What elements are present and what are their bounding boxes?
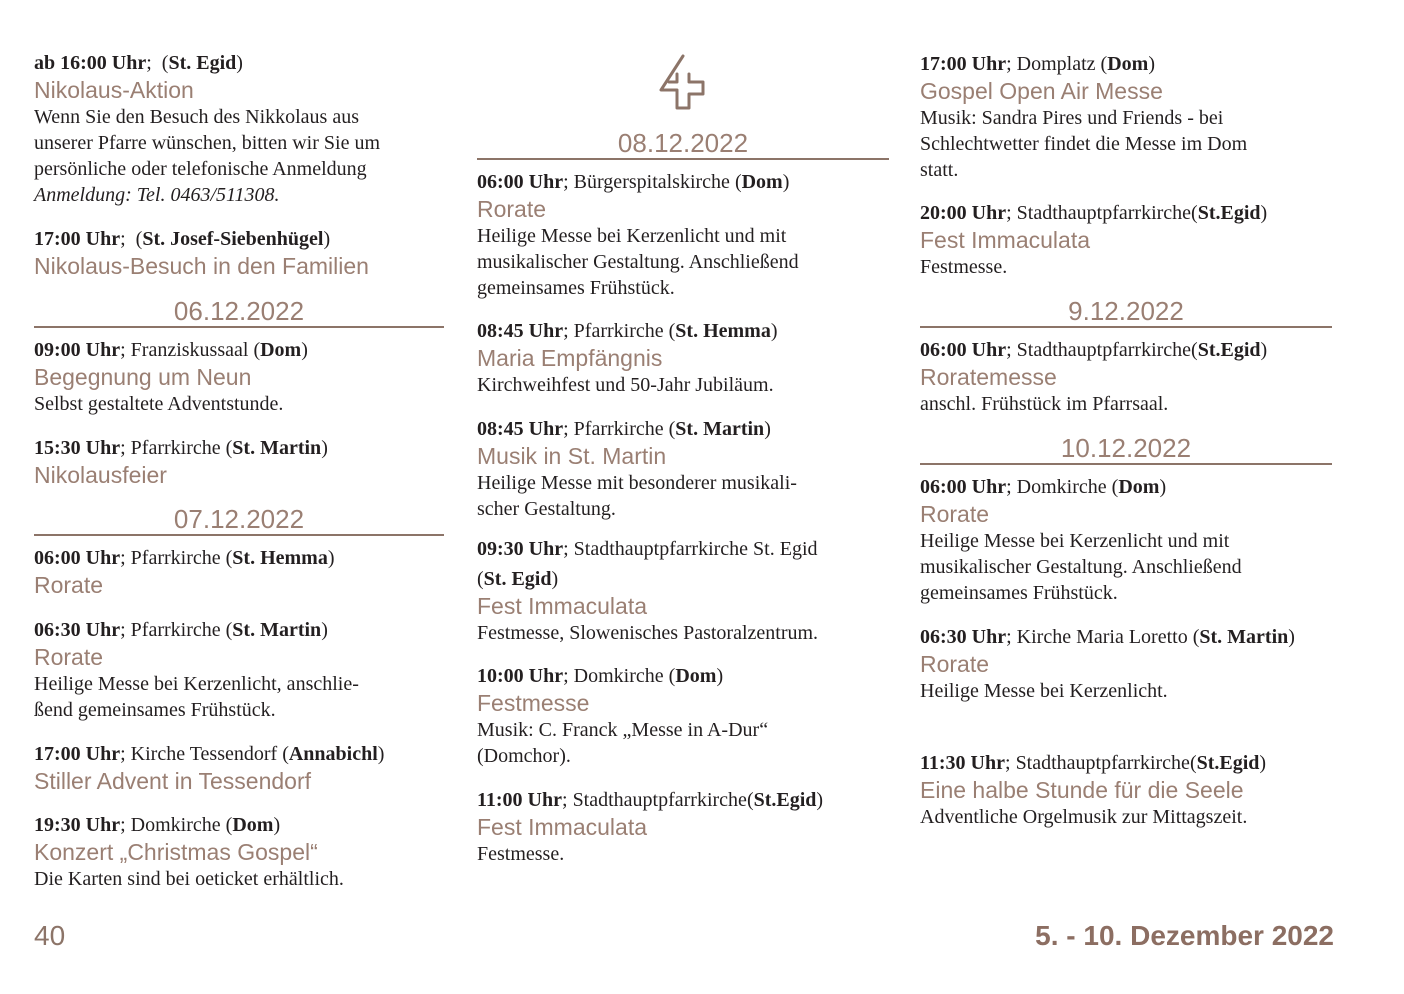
event-time: 06:00 Uhr xyxy=(477,171,564,193)
event-time: 20:00 Uhr xyxy=(920,202,1007,224)
event-description: musikalischer Gestaltung. Anschließend xyxy=(477,251,799,273)
event-time: 08:45 Uhr xyxy=(477,418,564,440)
event-place: Stadthauptpfarrkirche xyxy=(1016,202,1192,224)
event-place: Kirche Tessendorf xyxy=(130,743,278,765)
event-parish: St. Martin xyxy=(232,619,322,641)
event-place: Domkirche xyxy=(573,665,664,687)
event-parish: Dom xyxy=(232,814,274,836)
event-entry: 08:45 Uhr; Pfarrkirche (St. Hemma) Maria Empfängnis Kirchweihfest und 50-Jahr Jubiläum. xyxy=(477,318,889,398)
event-title: Eine halbe Stunde für die Seele xyxy=(920,777,1244,803)
event-place: Pfarrkirche xyxy=(130,547,221,569)
event-time: 19:30 Uhr xyxy=(34,814,121,836)
event-description: anschl. Frühstück im Pfarrsaal. xyxy=(920,393,1169,415)
event-description: Heilige Messe mit besonderer musikali- xyxy=(477,472,797,494)
event-note: Anmeldung: Tel. 0463/511308. xyxy=(34,184,280,206)
date-heading: 10.12.2022 xyxy=(920,433,1332,465)
event-title: Fest Immaculata xyxy=(920,227,1090,253)
event-parish: St. Hemma xyxy=(232,547,328,569)
event-entry: 19:30 Uhr; Domkirche (Dom) Konzert „Christmas Gospel“ Die Karten sind bei oeticket erhältlich. xyxy=(34,812,444,892)
event-parish: St.Egid xyxy=(1197,202,1261,224)
event-parish: St. Hemma xyxy=(675,320,771,342)
event-description: Musik: C. Franck „Messe in A-Dur“ xyxy=(477,719,769,741)
date-range: 5. - 10. Dezember 2022 xyxy=(1035,920,1334,951)
event-title: Rorate xyxy=(477,196,547,222)
event-description: Festmesse, Slowenisches Pastoralzentrum. xyxy=(477,622,819,644)
event-description: gemeinsames Frühstück. xyxy=(477,277,675,299)
event-entry: 15:30 Uhr; Pfarrkirche (St. Martin) Nikolausfeier xyxy=(34,435,444,489)
event-title: Nikolaus-Besuch in den Familien xyxy=(34,253,369,279)
event-title: Rorate xyxy=(920,651,990,677)
event-title: Festmesse xyxy=(477,690,590,716)
event-description: Heilige Messe bei Kerzenlicht, anschlie- xyxy=(34,673,359,695)
event-parish: Annabichl xyxy=(288,743,378,765)
event-place: Franziskussaal xyxy=(130,339,249,361)
event-entry: 17:00 Uhr; (St. Josef-Siebenhügel) Nikolaus-Besuch in den Familien xyxy=(34,226,444,280)
date-heading: 08.12.2022 xyxy=(477,128,889,160)
event-parish: Dom xyxy=(1107,53,1149,75)
event-time: 10:00 Uhr xyxy=(477,665,564,687)
event-description: ßend gemeinsames Frühstück. xyxy=(34,699,276,721)
page-number: 40 xyxy=(34,920,66,951)
event-description: statt. xyxy=(920,159,959,181)
event-time: 06:30 Uhr xyxy=(34,619,121,641)
event-time: 17:00 Uhr xyxy=(920,53,1007,75)
event-time: 06:00 Uhr xyxy=(920,339,1007,361)
event-time: 11:00 Uhr xyxy=(477,789,562,811)
event-parish: St.Egid xyxy=(1196,752,1260,774)
event-entry: 08:45 Uhr; Pfarrkirche (St. Martin) Musik in St. Martin Heilige Messe mit besonderer musikali- scher Gestaltung. xyxy=(477,416,889,522)
event-description: musikalischer Gestaltung. Anschließend xyxy=(920,556,1242,578)
event-entry: 09:30 Uhr; Stadthauptpfarrkirche St. Egid (St. Egid) Fest Immaculata Festmesse, Slowenisches Pastoralzentrum. xyxy=(477,536,889,646)
event-entry: 06:30 Uhr; Pfarrkirche (St. Martin) Rorate Heilige Messe bei Kerzenlicht, anschlie- ßend gemeinsames Frühstück. xyxy=(34,617,444,723)
event-entry: 06:00 Uhr; Domkirche (Dom) Rorate Heilige Messe bei Kerzenlicht und mit musikalischer Gestaltung. Anschließend gemeinsames Frühstück. xyxy=(920,474,1332,606)
event-place: Domkirche xyxy=(1016,476,1107,498)
date-heading: 9.12.2022 xyxy=(920,296,1332,328)
event-place: Pfarrkirche xyxy=(130,437,221,459)
date-heading: 06.12.2022 xyxy=(34,296,444,328)
event-parish: St. Martin xyxy=(675,418,765,440)
event-parish: Dom xyxy=(741,171,783,193)
event-description: Kirchweihfest und 50-Jahr Jubiläum. xyxy=(477,374,774,396)
event-place: Stadthauptpfarrkirche xyxy=(1016,339,1192,361)
event-entry: 10:00 Uhr; Domkirche (Dom) Festmesse Musik: C. Franck „Messe in A-Dur“ (Domchor). xyxy=(477,663,889,769)
event-title: Rorate xyxy=(34,572,104,598)
event-parish: St.Egid xyxy=(1197,339,1261,361)
event-description: Festmesse. xyxy=(920,256,1008,278)
event-description: gemeinsames Frühstück. xyxy=(920,582,1118,604)
event-place: Pfarrkirche xyxy=(573,418,664,440)
event-title: Fest Immaculata xyxy=(477,814,647,840)
event-title: Rorate xyxy=(34,644,104,670)
event-place: Kirche Maria Loretto xyxy=(1016,626,1188,648)
event-title: Gospel Open Air Messe xyxy=(920,78,1163,104)
event-title: Musik in St. Martin xyxy=(477,443,667,469)
event-description: Heilige Messe bei Kerzenlicht. xyxy=(920,680,1168,702)
event-description: Die Karten sind bei oeticket erhältlich. xyxy=(34,868,344,890)
event-parish: St. Egid xyxy=(168,52,237,74)
event-title: Roratemesse xyxy=(920,364,1057,390)
event-entry: 09:00 Uhr; Franziskussaal (Dom) Begegnung um Neun Selbst gestaltete Adventstunde. xyxy=(34,337,444,417)
event-place: Stadthauptpfarrkirche St. Egid xyxy=(573,538,818,560)
event-place: Stadthauptpfarrkirche xyxy=(1015,752,1190,774)
event-entry: 17:00 Uhr; Kirche Tessendorf (Annabichl) Stiller Advent in Tessendorf xyxy=(34,741,444,795)
event-place: Pfarrkirche xyxy=(130,619,221,641)
event-title: Begegnung um Neun xyxy=(34,364,252,390)
event-place: Bürgerspitalskirche xyxy=(573,171,730,193)
event-parish: St. Martin xyxy=(232,437,322,459)
event-entry: 06:00 Uhr; Stadthauptpfarrkirche(St.Egid) Roratemesse anschl. Frühstück im Pfarrsaal. xyxy=(920,337,1332,417)
event-description: Wenn Sie den Besuch des Nikkolaus aus xyxy=(34,106,359,128)
event-time: 06:00 Uhr xyxy=(34,547,121,569)
event-description: Schlechtwetter findet die Messe im Dom xyxy=(920,133,1248,155)
event-place: Domkirche xyxy=(130,814,221,836)
event-title: Nikolausfeier xyxy=(34,462,167,488)
event-parish: Dom xyxy=(675,665,717,687)
event-description: Musik: Sandra Pires und Friends - bei xyxy=(920,107,1224,129)
event-entry: 06:30 Uhr; Kirche Maria Loretto (St. Martin) Rorate Heilige Messe bei Kerzenlicht. xyxy=(920,624,1332,704)
event-title: Maria Empfängnis xyxy=(477,345,663,371)
event-time: 15:30 Uhr xyxy=(34,437,121,459)
event-time: 11:30 Uhr xyxy=(920,752,1005,774)
date-heading: 07.12.2022 xyxy=(34,504,444,536)
event-description: Heilige Messe bei Kerzenlicht und mit xyxy=(477,225,787,247)
event-description: persönliche oder telefonische Anmeldung xyxy=(34,158,367,180)
event-title: Rorate xyxy=(920,501,990,527)
event-entry: 06:00 Uhr; Pfarrkirche (St. Hemma) Rorate xyxy=(34,545,444,599)
event-time: 09:30 Uhr xyxy=(477,538,564,560)
event-time: 06:30 Uhr xyxy=(920,626,1007,648)
event-time: ab 16:00 Uhr xyxy=(34,52,147,74)
event-title: Stiller Advent in Tessendorf xyxy=(34,768,312,794)
event-time: 06:00 Uhr xyxy=(920,476,1007,498)
event-parish: Dom xyxy=(260,339,302,361)
event-description: unserer Pfarre wünschen, bitten wir Sie um xyxy=(34,132,381,154)
event-time: 17:00 Uhr xyxy=(34,228,121,250)
event-description: Heilige Messe bei Kerzenlicht und mit xyxy=(920,530,1230,552)
event-parish: St. Egid xyxy=(483,568,552,590)
event-entry: 06:00 Uhr; Bürgerspitalskirche (Dom) Rorate Heilige Messe bei Kerzenlicht und mit musikalischer Gestaltung. Anschließend gemeinsames Frühstück. xyxy=(477,169,889,301)
event-entry: 11:00 Uhr; Stadthauptpfarrkirche(St.Egid) Fest Immaculata Festmesse. xyxy=(477,787,889,867)
event-place: Domplatz xyxy=(1016,53,1096,75)
event-parish: St. Martin xyxy=(1199,626,1289,648)
event-description: Selbst gestaltete Adventstunde. xyxy=(34,393,284,415)
event-title: Fest Immaculata xyxy=(477,593,647,619)
cross-logo-icon xyxy=(655,52,711,116)
event-title: Konzert „Christmas Gospel“ xyxy=(34,839,318,865)
event-description: Adventliche Orgelmusik zur Mittagszeit. xyxy=(920,806,1248,828)
event-description: Festmesse. xyxy=(477,843,565,865)
event-time: 17:00 Uhr xyxy=(34,743,121,765)
event-time: 08:45 Uhr xyxy=(477,320,564,342)
event-title: Nikolaus-Aktion xyxy=(34,77,194,103)
event-place: Pfarrkirche xyxy=(573,320,664,342)
event-description: scher Gestaltung. xyxy=(477,498,616,520)
event-parish: St.Egid xyxy=(753,789,817,811)
event-entry: 17:00 Uhr; Domplatz (Dom) Gospel Open Air Messe Musik: Sandra Pires und Friends - bei Schlechtwetter findet die Messe im Dom statt. xyxy=(920,51,1332,183)
event-description: (Domchor). xyxy=(477,745,571,767)
event-parish: St. Josef-Siebenhügel xyxy=(142,228,324,250)
event-time: 09:00 Uhr xyxy=(34,339,121,361)
event-parish: Dom xyxy=(1118,476,1160,498)
event-entry: ab 16:00 Uhr; (St. Egid) Nikolaus-Aktion Wenn Sie den Besuch des Nikkolaus aus unserer Pfarre wünschen, bitten wir Sie um persönliche oder telefonische Anmeldung Anmeldung: Tel. 0463/511308. xyxy=(34,50,444,208)
event-entry: 20:00 Uhr; Stadthauptpfarrkirche(St.Egid) Fest Immaculata Festmesse. xyxy=(920,200,1332,280)
event-entry: 11:30 Uhr; Stadthauptpfarrkirche(St.Egid) Eine halbe Stunde für die Seele Adventliche Orgelmusik zur Mittagszeit. xyxy=(920,750,1332,830)
event-place: Stadthauptpfarrkirche xyxy=(572,789,747,811)
